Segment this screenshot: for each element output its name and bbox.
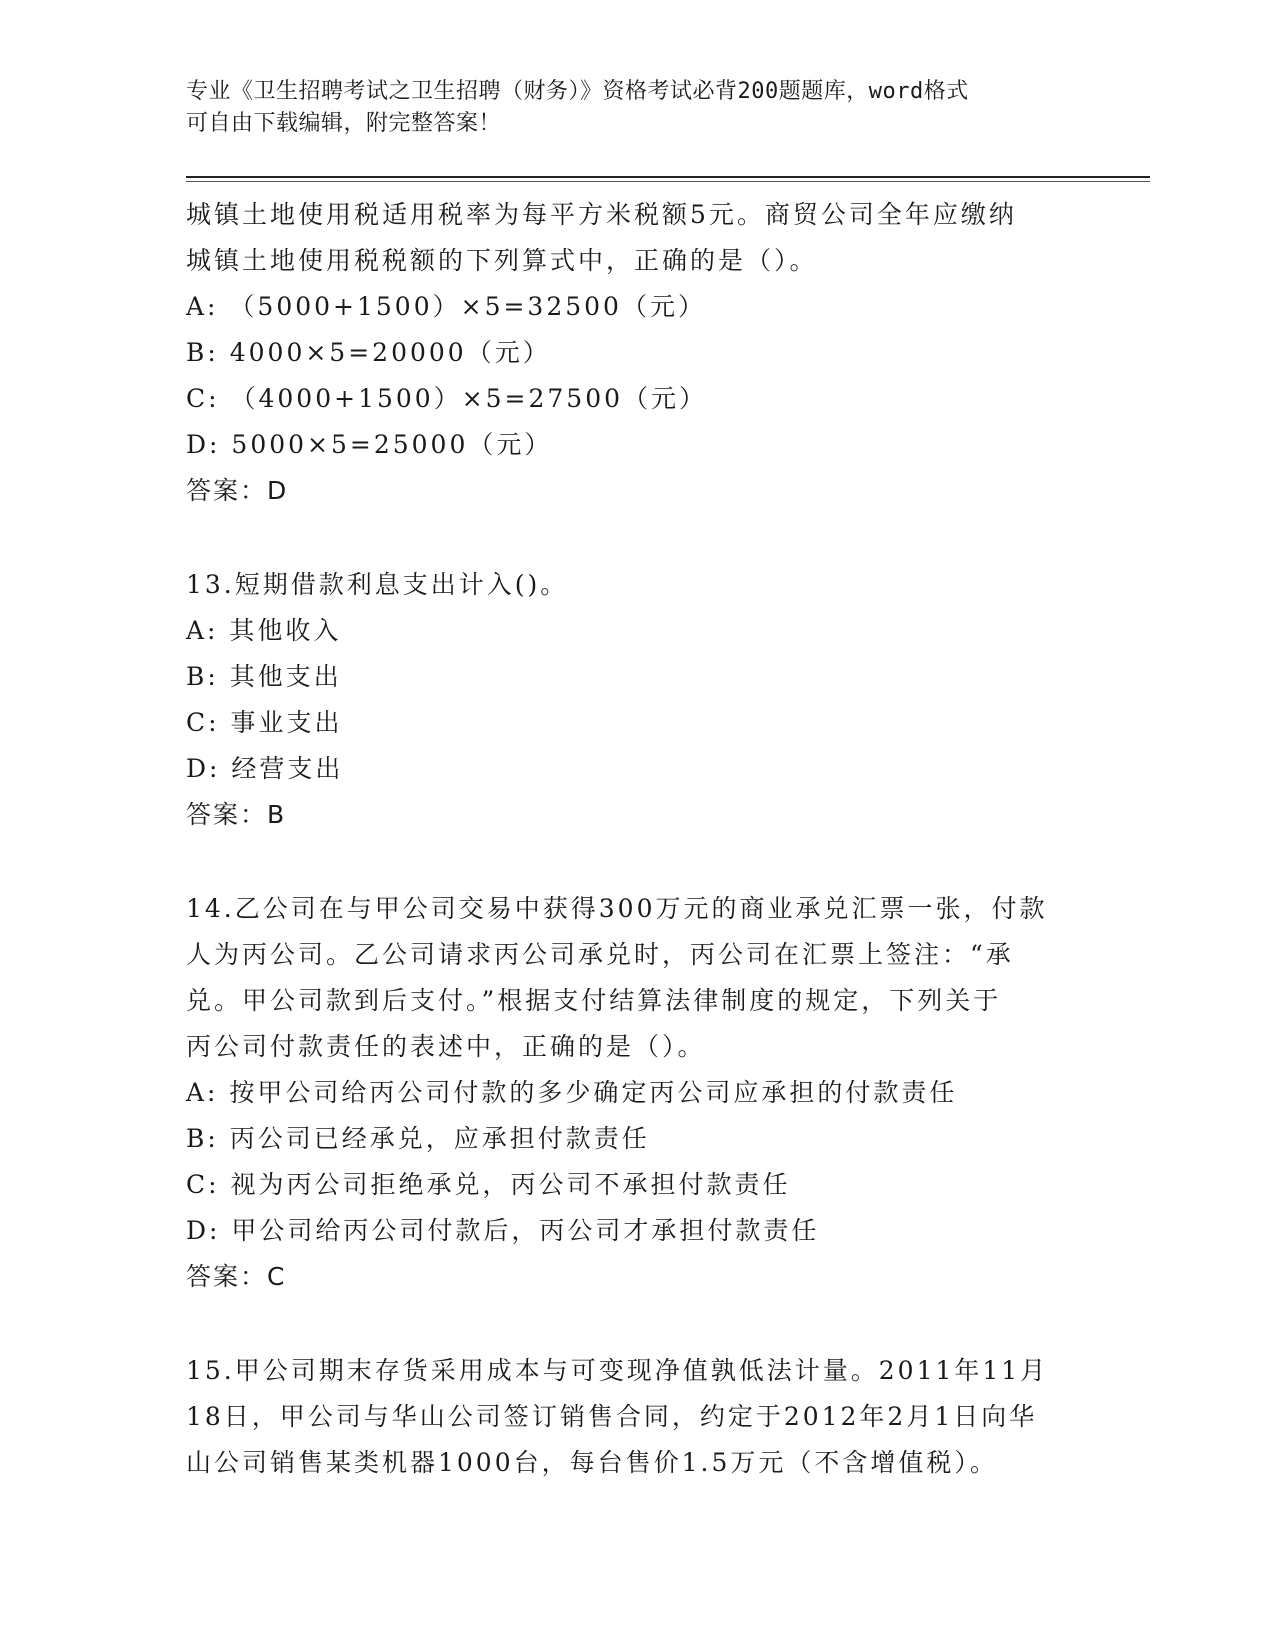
question-12-answer: 答案：D xyxy=(186,476,289,505)
question-15-block xyxy=(186,1348,1086,1486)
question-12-stem-line-1: 城镇土地使用税适用税率为每平方米税额5元。商贸公司全年应缴纳 xyxy=(186,200,1017,229)
question-12-option-d: D: 5000×5=25000（元） xyxy=(186,430,553,459)
question-12-option-b: B: 4000×5=20000（元） xyxy=(186,338,551,367)
question-12-block xyxy=(186,192,1086,514)
header-divider-thin xyxy=(186,181,1150,182)
question-14-option-a: A: 按甲公司给丙公司付款的多少确定丙公司应承担的付款责任 xyxy=(186,1078,958,1107)
question-spacer xyxy=(186,1300,1086,1348)
header-title-line-1: 专业《卫生招聘考试之卫生招聘（财务）》资格考试必背200题题库，word格式 xyxy=(186,79,969,104)
question-14-option-d: D: 甲公司给丙公司付款后，丙公司才承担付款责任 xyxy=(186,1216,820,1245)
question-15-stem-line-1: 15.甲公司期末存货采用成本与可变现净值孰低法计量。2011年11月 xyxy=(186,1356,1049,1385)
question-13-option-b: B: 其他支出 xyxy=(186,662,342,691)
question-14-block xyxy=(186,886,1086,1300)
question-12-option-a: A: （5000+1500）×5=32500（元） xyxy=(186,292,706,321)
question-spacer xyxy=(186,838,1086,886)
question-14-option-c: C: 视为丙公司拒绝承兑，丙公司不承担付款责任 xyxy=(186,1170,791,1199)
question-13-option-d: D: 经营支出 xyxy=(186,754,344,783)
question-15-stem-line-3: 山公司销售某类机器1000台，每台售价1.5万元（不含增值税）。 xyxy=(186,1448,998,1477)
question-12-stem-line-2: 城镇土地使用税税额的下列算式中，正确的是（）。 xyxy=(186,246,818,275)
question-13-stem-line-1: 13.短期借款利息支出计入()。 xyxy=(186,570,569,599)
question-14-stem-line-1: 14.乙公司在与甲公司交易中获得300万元的商业承兑汇票一张，付款 xyxy=(186,894,1048,923)
question-12-option-c: C: （4000+1500）×5=27500（元） xyxy=(186,384,708,413)
question-spacer xyxy=(186,514,1086,562)
question-13-answer: 答案：B xyxy=(186,800,287,829)
question-15-stem-line-2: 18日，甲公司与华山公司签订销售合同，约定于2012年2月1日向华 xyxy=(186,1402,1038,1431)
document-header xyxy=(186,76,1066,140)
question-14-stem-line-2: 人为丙公司。乙公司请求丙公司承兑时，丙公司在汇票上签注：“承 xyxy=(186,940,1014,969)
question-list xyxy=(186,192,1086,1486)
question-14-stem-line-4: 丙公司付款责任的表述中，正确的是（）。 xyxy=(186,1032,706,1061)
header-title-line-2: 可自由下载编辑，附完整答案！ xyxy=(186,111,502,136)
question-14-stem-line-3: 兑。甲公司款到后支付。”根据支付结算法律制度的规定，下列关于 xyxy=(186,986,1002,1015)
question-13-block xyxy=(186,562,1086,838)
question-13-option-c: C: 事业支出 xyxy=(186,708,343,737)
question-14-answer: 答案：C xyxy=(186,1262,287,1291)
question-13-option-a: A: 其他收入 xyxy=(186,616,342,645)
question-14-option-b: B: 丙公司已经承兑，应承担付款责任 xyxy=(186,1124,650,1153)
header-divider-thick xyxy=(186,176,1150,178)
